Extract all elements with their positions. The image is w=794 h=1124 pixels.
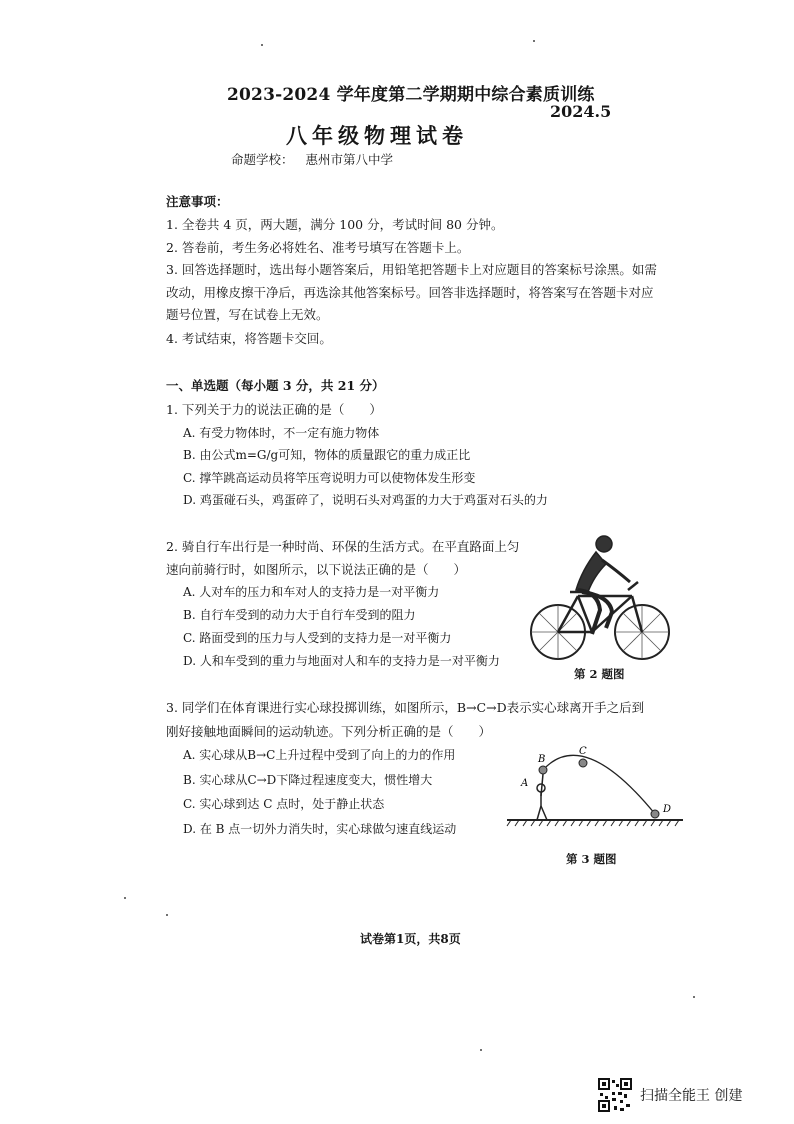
exam-date: 2024.5 (550, 102, 612, 121)
figure-2-caption: 第 2 题图 (574, 667, 625, 681)
cyclist-figure (520, 530, 680, 665)
ball-at-b (539, 766, 547, 774)
trajectory-curve (543, 755, 655, 814)
trajectory-figure (505, 740, 685, 830)
question-2-stem-line2: 速向前骑行时，如图所示，以下说法正确的是（ ） (166, 562, 467, 577)
thrower (537, 774, 547, 820)
question-3-option-b: B. 实心球从C→D下降过程速度变大，惯性增大 (183, 773, 433, 787)
scan-speck (533, 40, 535, 42)
question-3-option-d: D. 在 B 点一切外力消失时，实心球做匀速直线运动 (183, 822, 457, 836)
question-3-stem-line2: 刚好接触地面瞬间的运动轨迹。下列分析正确的是（ ） (166, 724, 492, 739)
rider (576, 536, 630, 634)
question-1-option-b: B. 由公式m=G/g可知，物体的质量跟它的重力成正比 (183, 448, 471, 462)
question-3-option-a: A. 实心球从B→C上升过程中受到了向上的力的作用 (183, 748, 456, 762)
note-item: 4. 考试结束，将答题卡交回。 (166, 331, 332, 346)
note-item: 3. 回答选择题时，选出每小题答案后，用铅笔把答题卡上对应题目的答案标号涂黑。如需改动，用橡皮擦干净后，再选涂其他答案标号。回答非选择题时，将答案写在答题卡对应题号位置，写在试卷上无效。 (166, 262, 657, 322)
school-line (231, 150, 393, 168)
note-item: 1. 全卷共 4 页，两大题，满分 100 分，考试时间 80 分钟。 (166, 217, 504, 232)
question-3-stem-line1: 3. 同学们在体育课进行实心球投掷训练，如图所示，B→C→D表示实心球离开手之后到 (166, 700, 645, 715)
question-2-option-d: D. 人和车受到的重力与地面对人和车的支持力是一对平衡力 (183, 654, 500, 668)
note-item: 2. 答卷前，考生务必将姓名、准考号填写在答题卡上。 (166, 240, 470, 255)
question-2-stem-line1: 2. 骑自行车出行是一种时尚、环保的生活方式。在平直路面上匀 (166, 539, 520, 554)
school-label: 命题学校： (231, 152, 294, 167)
figure-3-caption: 第 3 题图 (566, 852, 617, 866)
question-2-option-c: C. 路面受到的压力与人受到的支持力是一对平衡力 (183, 631, 452, 645)
point-label-c: C (579, 746, 587, 757)
page-footer: 试卷第1页，共8页 (360, 932, 461, 946)
question-1-option-d: D. 鸡蛋碰石头，鸡蛋碎了，说明石头对鸡蛋的力大于鸡蛋对石头的力 (183, 493, 548, 507)
question-2-option-a: A. 人对车的压力和车对人的支持力是一对平衡力 (183, 585, 440, 599)
notes-heading: 注意事项： (166, 194, 229, 209)
exam-series-title: 2023-2024 学年度第二学期期中综合素质训练 (227, 85, 595, 105)
section-heading: 一、单选题（每小题 3 分，共 21 分） (166, 378, 385, 393)
point-label-b: B (538, 754, 546, 765)
exam-title: 八年级物理试卷 (286, 123, 468, 148)
question-1-stem: 1. 下列关于力的说法正确的是（ ） (166, 402, 382, 417)
question-2-option-b: B. 自行车受到的动力大于自行车受到的阻力 (183, 608, 416, 622)
scan-speck (124, 897, 126, 899)
point-label-a: A (521, 778, 529, 789)
question-1-option-a: A. 有受力物体时，不一定有施力物体 (183, 426, 380, 440)
question-1-option-c: C. 撑竿跳高运动员将竿压弯说明力可以使物体发生形变 (183, 471, 476, 485)
scan-speck (166, 914, 168, 916)
school-name: 惠州市第八中学 (305, 152, 394, 167)
scanner-watermark: 扫描全能王 创建 (640, 1088, 743, 1104)
scan-speck (693, 996, 695, 998)
ball-at-d (651, 810, 659, 818)
question-3-option-c: C. 实心球到达 C 点时，处于静止状态 (183, 797, 385, 811)
scan-speck (261, 44, 263, 46)
ball-at-c (579, 759, 587, 767)
scan-speck (480, 1049, 482, 1051)
qr-code-icon (598, 1078, 632, 1112)
point-label-d: D (663, 804, 672, 815)
